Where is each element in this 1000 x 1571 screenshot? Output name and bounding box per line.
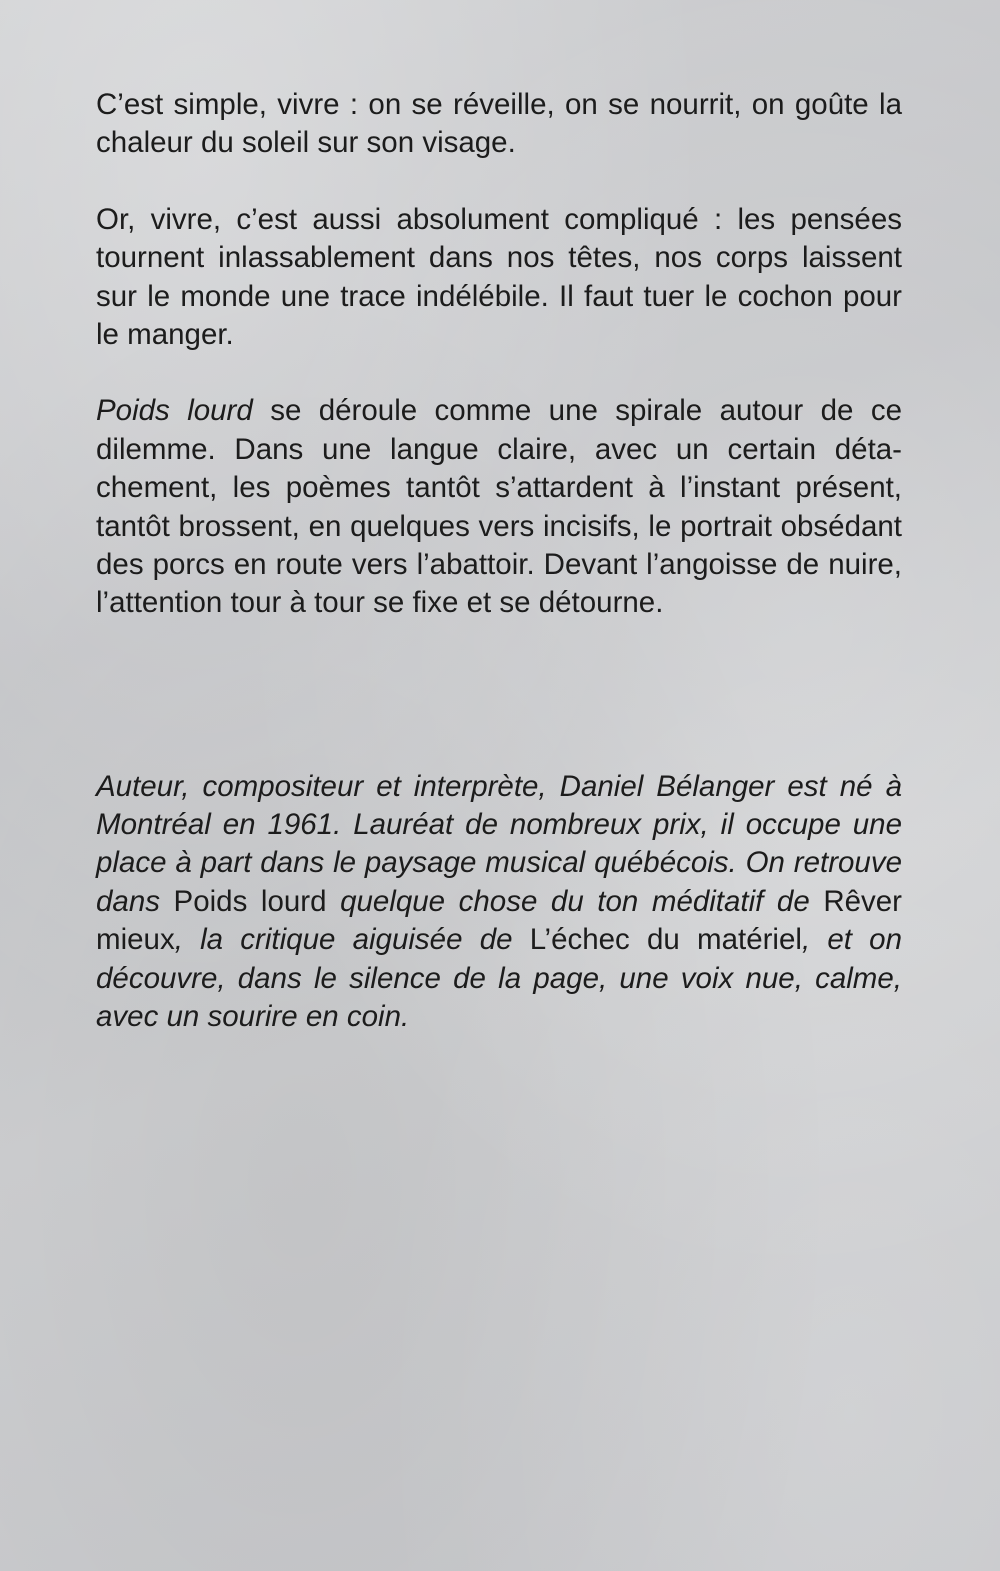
work-title-echec-du-materiel: L’échec du matériel — [529, 923, 802, 957]
author-bio-text-2: quelque chose du ton méditatif de — [326, 884, 824, 918]
work-title-poids-lourd: Poids lourd — [173, 884, 327, 918]
blurb-paragraph-3-text: se déroule comme une spirale autour de ce dilemme. Dans une langue claire, avec un certain détachement, les poèmes tantôt s’attardent à l’instant présent, tantôt brossent, en quelques vers incisifs, le portrait obsédant des porcs en route vers l’abattoir. Devant l’angoisse de nuire, l’attention tour à tour se fixe et se détourne. — [96, 394, 902, 620]
book-title-italic: Poids lourd — [96, 394, 253, 428]
blurb-paragraph-3 — [96, 392, 902, 622]
author-bio-text-4: , et on découvre, dans le silence de la page, une voix nue, calme, avec un sourire en coin. — [96, 923, 902, 1033]
author-bio-text-1: Auteur, compositeur et interprète, Daniel Bélanger est né à Montréal en 1961. Lauréat de nombreux prix, il occupe une place à part dans le paysage musical québécois. On retrouve dans — [96, 769, 902, 918]
author-bio-text-3: , la critique aiguisée de — [174, 923, 530, 957]
blurb-paragraph-2: Or, vivre, c’est aussi absolument compliqué : les pensées tournent inlassablement dans nos têtes, nos corps laissent sur le monde une trace indélébile. Il faut tuer le cochon pour le manger. — [96, 202, 902, 352]
work-title-rever-mieux: Rêver mieux — [96, 884, 903, 957]
back-cover-blurb — [96, 86, 902, 661]
author-bio — [96, 768, 902, 1037]
blurb-paragraph-1: C’est simple, vivre : on se réveille, on se nourrit, on goûte la chaleur du soleil sur son visage. — [96, 88, 902, 160]
